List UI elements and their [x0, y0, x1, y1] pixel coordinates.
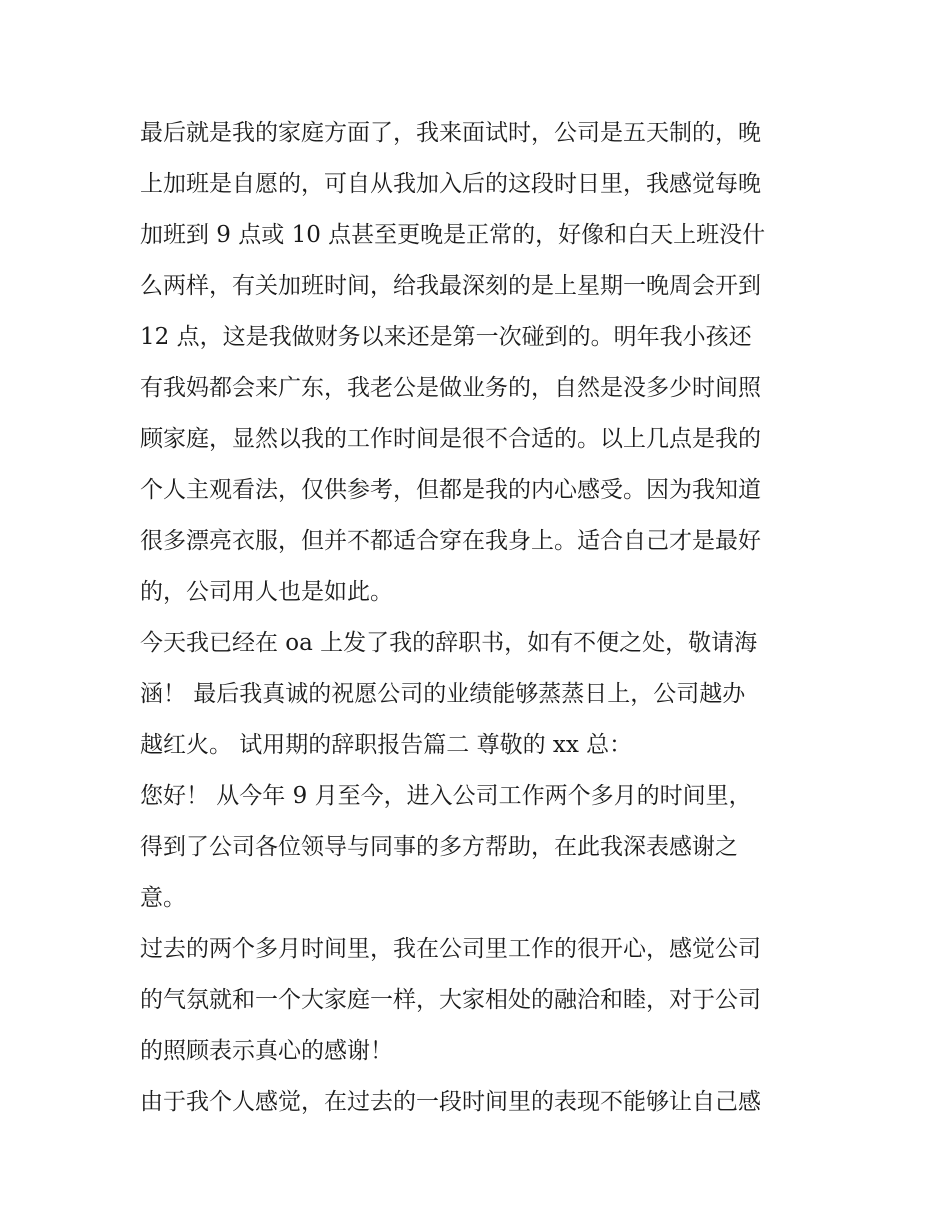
text-line: 意。	[140, 885, 186, 911]
text-line: 很多漂亮衣服，但并不都适合穿在我身上。适合自己才是最好	[140, 528, 761, 554]
text-line: 上加班是自愿的，可自从我加入后的这段时日里，我感觉每晚	[140, 171, 761, 197]
document-body	[140, 108, 820, 1128]
text-line: 的照顾表示真心的感谢！	[140, 1038, 393, 1064]
text-line: 顾家庭，显然以我的工作时间是很不合适的。以上几点是我的	[140, 426, 761, 452]
text-line: 今天我已经在 oa 上发了我的辞职书，如有不便之处，敬请海	[140, 630, 758, 656]
text-line: 么两样，有关加班时间，给我最深刻的是上星期一晚周会开到	[140, 273, 761, 299]
text-line: 的气氛就和一个大家庭一样，大家相处的融洽和睦，对于公司	[140, 987, 761, 1013]
text-line: 涵！ 最后我真诚的祝愿公司的业绩能够蒸蒸日上，公司越办	[140, 681, 746, 707]
text-line: 12 点，这是我做财务以来还是第一次碰到的。明年我小孩还	[140, 324, 752, 350]
text-line: 您好！ 从今年 9 月至今，进入公司工作两个多月的时间里，	[140, 783, 752, 809]
text-line: 加班到 9 点或 10 点甚至更晚是正常的，好像和白天上班没什	[140, 222, 766, 248]
text-line: 有我妈都会来广东，我老公是做业务的，自然是没多少时间照	[140, 375, 761, 401]
text-line: 得到了公司各位领导与同事的多方帮助，在此我深表感谢之	[140, 834, 738, 860]
text-line: 最后就是我的家庭方面了，我来面试时，公司是五天制的，晚	[140, 120, 761, 146]
text-line: 越红火。 试用期的辞职报告篇二 尊敬的 xx 总：	[140, 732, 633, 758]
text-line: 的，公司用人也是如此。	[140, 579, 393, 605]
text-line: 由于我个人感觉，在过去的一段时间里的表现不能够让自己感	[140, 1089, 761, 1115]
text-line: 个人主观看法，仅供参考，但都是我的内心感受。因为我知道	[140, 477, 761, 503]
text-line: 过去的两个多月时间里，我在公司里工作的很开心，感觉公司	[140, 936, 761, 962]
